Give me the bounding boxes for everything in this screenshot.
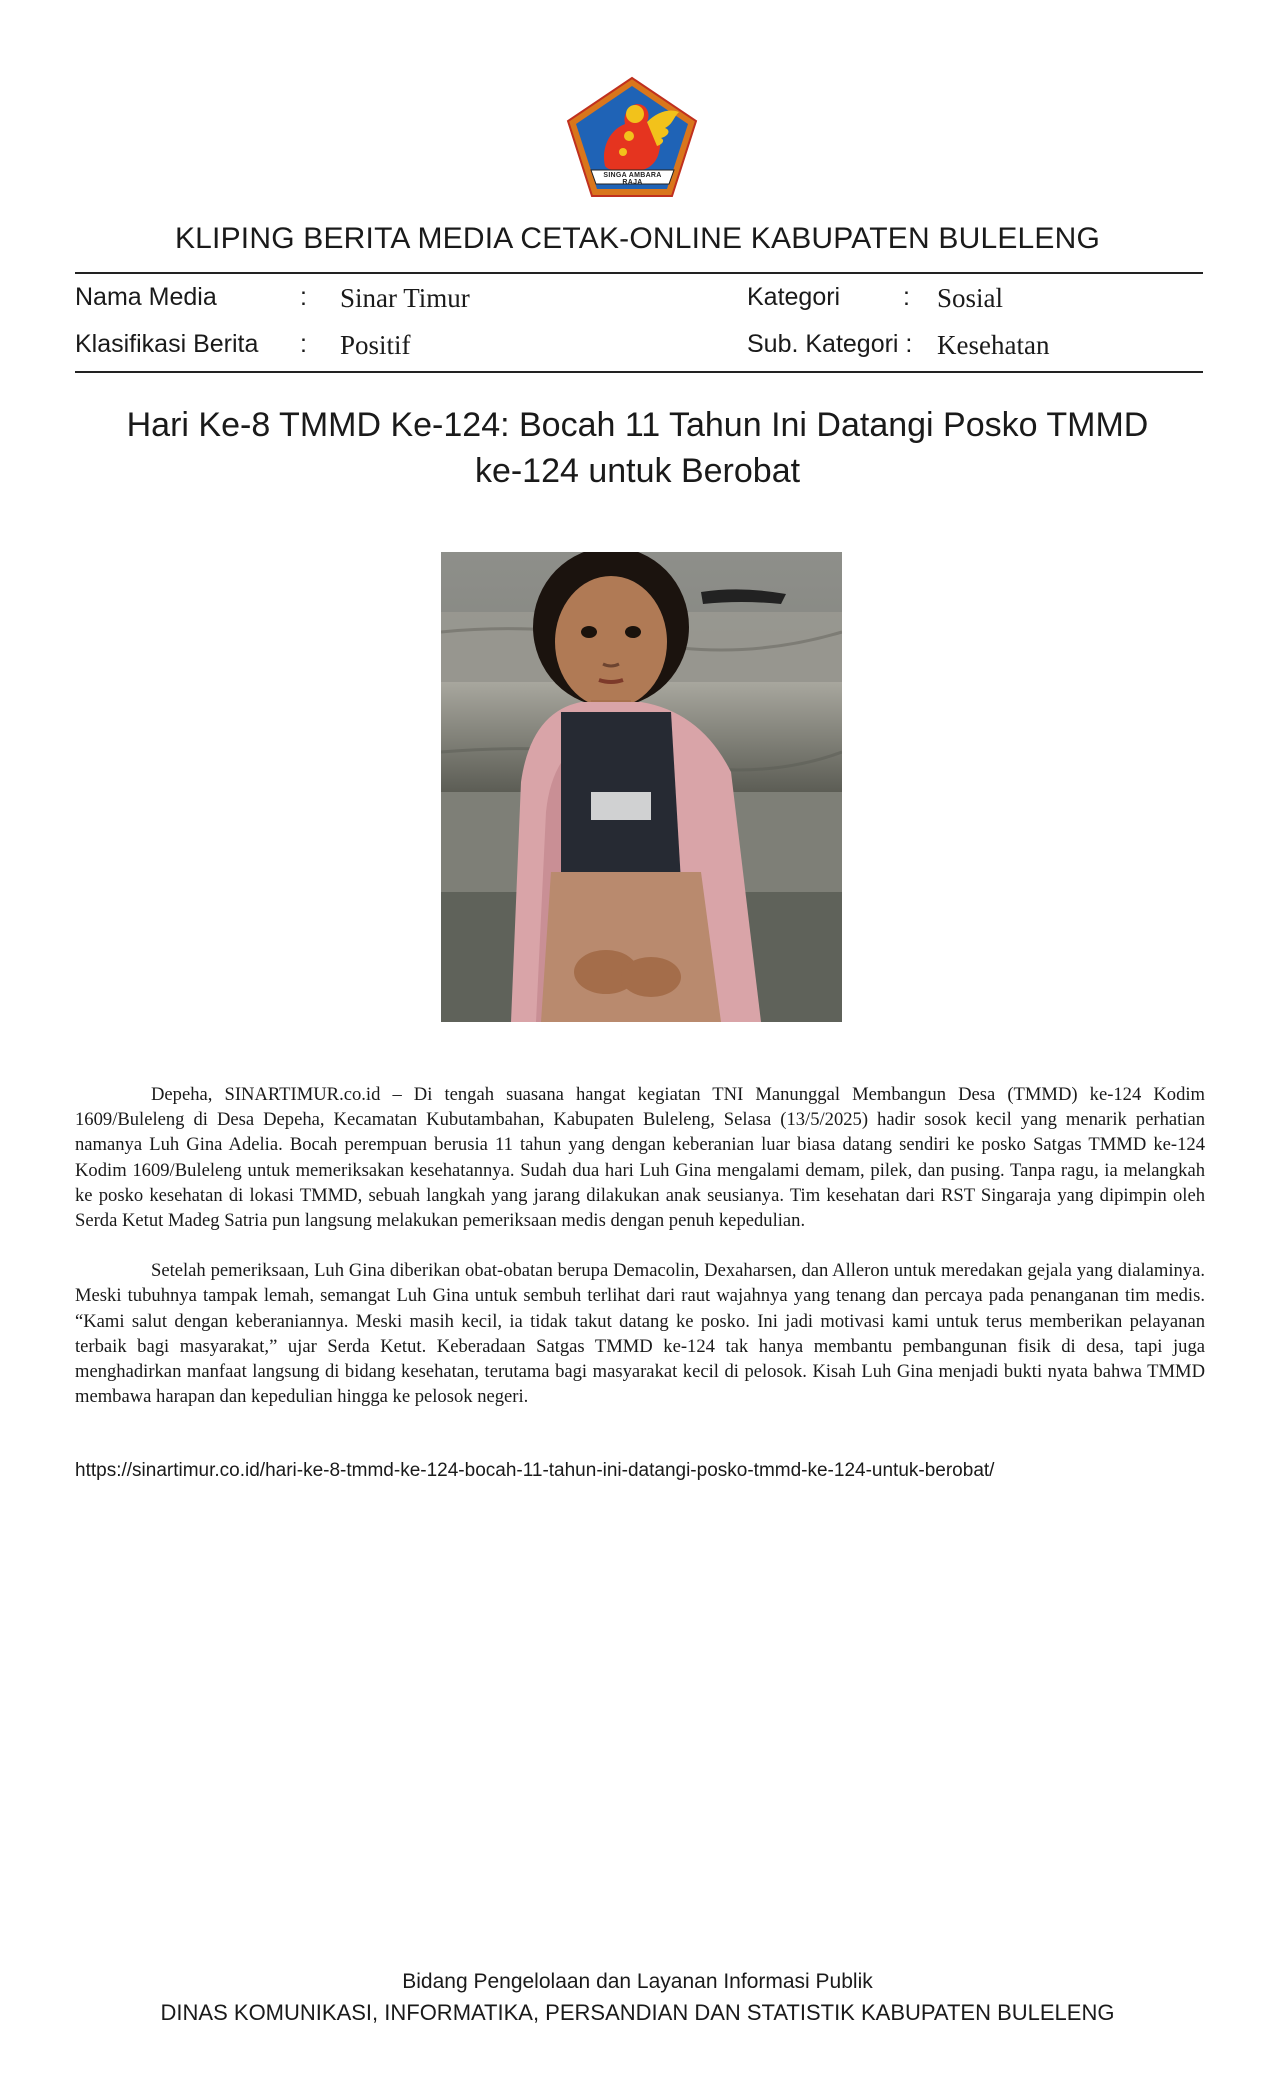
header-divider-bottom: [75, 371, 1203, 373]
source-link[interactable]: https://sinartimur.co.id/hari-ke-8-tmmd-ke-124-bocah-11-tahun-ini-datangi-posko-tmmd-ke-124-untuk-berobat/: [75, 1460, 995, 1481]
singa-ambara-raja-crest-icon: [565, 74, 700, 201]
media-colon: :: [300, 283, 307, 311]
footer-agency: DINAS KOMUNIKASI, INFORMATIKA, PERSANDIAN DAN STATISTIK KABUPATEN BULELENG: [160, 2000, 1115, 2025]
klasifikasi-colon: :: [300, 330, 307, 358]
article-paragraph-1: Depeha, SINARTIMUR.co.id – Di tengah suasana hangat kegiatan TNI Manunggal Membangun Desa (TMMD) ke-124 Kodim 1609/Buleleng di Desa Depeha, Kecamatan Kubutambahan, Kabupaten Buleleng, Selasa (13/5/2025) hadir sosok kecil yang menarik perhatian namanya Luh Gina Adelia. Bocah perempuan berusia 11 tahun yang dengan keberanian luar biasa datang sendiri ke posko Satgas TMMD ke-124 Kodim 1609/Buleleng untuk memeriksakan kesehatannya. Sudah dua hari Luh Gina mengalami demam, pilek, dan pusing. Tanpa ragu, ia melangkah ke posko kesehatan di lokasi TMMD, sebuah langkah yang jarang dilakukan anak seusianya. Tim kesehatan dari RST Singaraja yang dipimpin oleh Serda Ketut Madeg Satria pun langsung melakukan pemeriksaan medis dengan penuh kepedulian.: [75, 1084, 1205, 1232]
media-label: Nama Media: [75, 283, 217, 311]
footer-department: Bidang Pengelolaan dan Layanan Informasi Publik: [402, 1970, 873, 1993]
kategori-label: Kategori: [747, 283, 841, 311]
klasifikasi-value: Positif: [340, 330, 411, 360]
article-paragraph-2: Setelah pemeriksaan, Luh Gina diberikan obat-obatan berupa Demacolin, Dexaharsen, dan Alleron untuk meredakan gejala yang dialaminya. Meski tubuhnya tampak lemah, semangat Luh Gina untuk sembuh terlihat dari raut wajahnya yang tenang dan percaya pada penanganan tim medis. “Kami salut dengan keberaniannya. Meski masih kecil, ia tidak takut datang ke posko. Ini jadi motivasi kami untuk terus memberikan pelayanan terbaik bagi masyarakat,” ujar Serda Ketut. Keberadaan Satgas TMMD ke-124 tak hanya membantu pembangunan fisik di desa, tapi juga menghadirkan manfaat langsung di bidang kesehatan, terutama bagi masyarakat kecil di pelosok. Kisah Luh Gina menjadi bukti nyata bahwa TMMD membawa harapan dan kepedulian hingga ke pelosok negeri.: [75, 1260, 1205, 1408]
subkategori-label: Sub. Kategori :: [747, 330, 913, 358]
article-body: [75, 1082, 1205, 1434]
headline-line-2: ke-124 untuk Berobat: [474, 452, 801, 490]
media-value: Sinar Timur: [340, 283, 470, 313]
article-headline: [100, 402, 1175, 494]
header-divider-top: [75, 272, 1203, 274]
kategori-value: Sosial: [937, 283, 1004, 313]
subkategori-value: Kesehatan: [937, 330, 1050, 360]
page-title: KLIPING BERITA MEDIA CETAK-ONLINE KABUPATEN BULELENG: [174, 222, 1101, 255]
child-photo-image: [441, 552, 842, 1022]
klasifikasi-label: Klasifikasi Berita: [75, 330, 259, 358]
headline-line-1: Hari Ke-8 TMMD Ke-124: Bocah 11 Tahun Ini Datangi Posko TMMD: [126, 406, 1149, 444]
crest-ribbon-text: SINGA AMBARA RAJA: [603, 172, 662, 186]
kategori-colon: :: [903, 283, 910, 311]
